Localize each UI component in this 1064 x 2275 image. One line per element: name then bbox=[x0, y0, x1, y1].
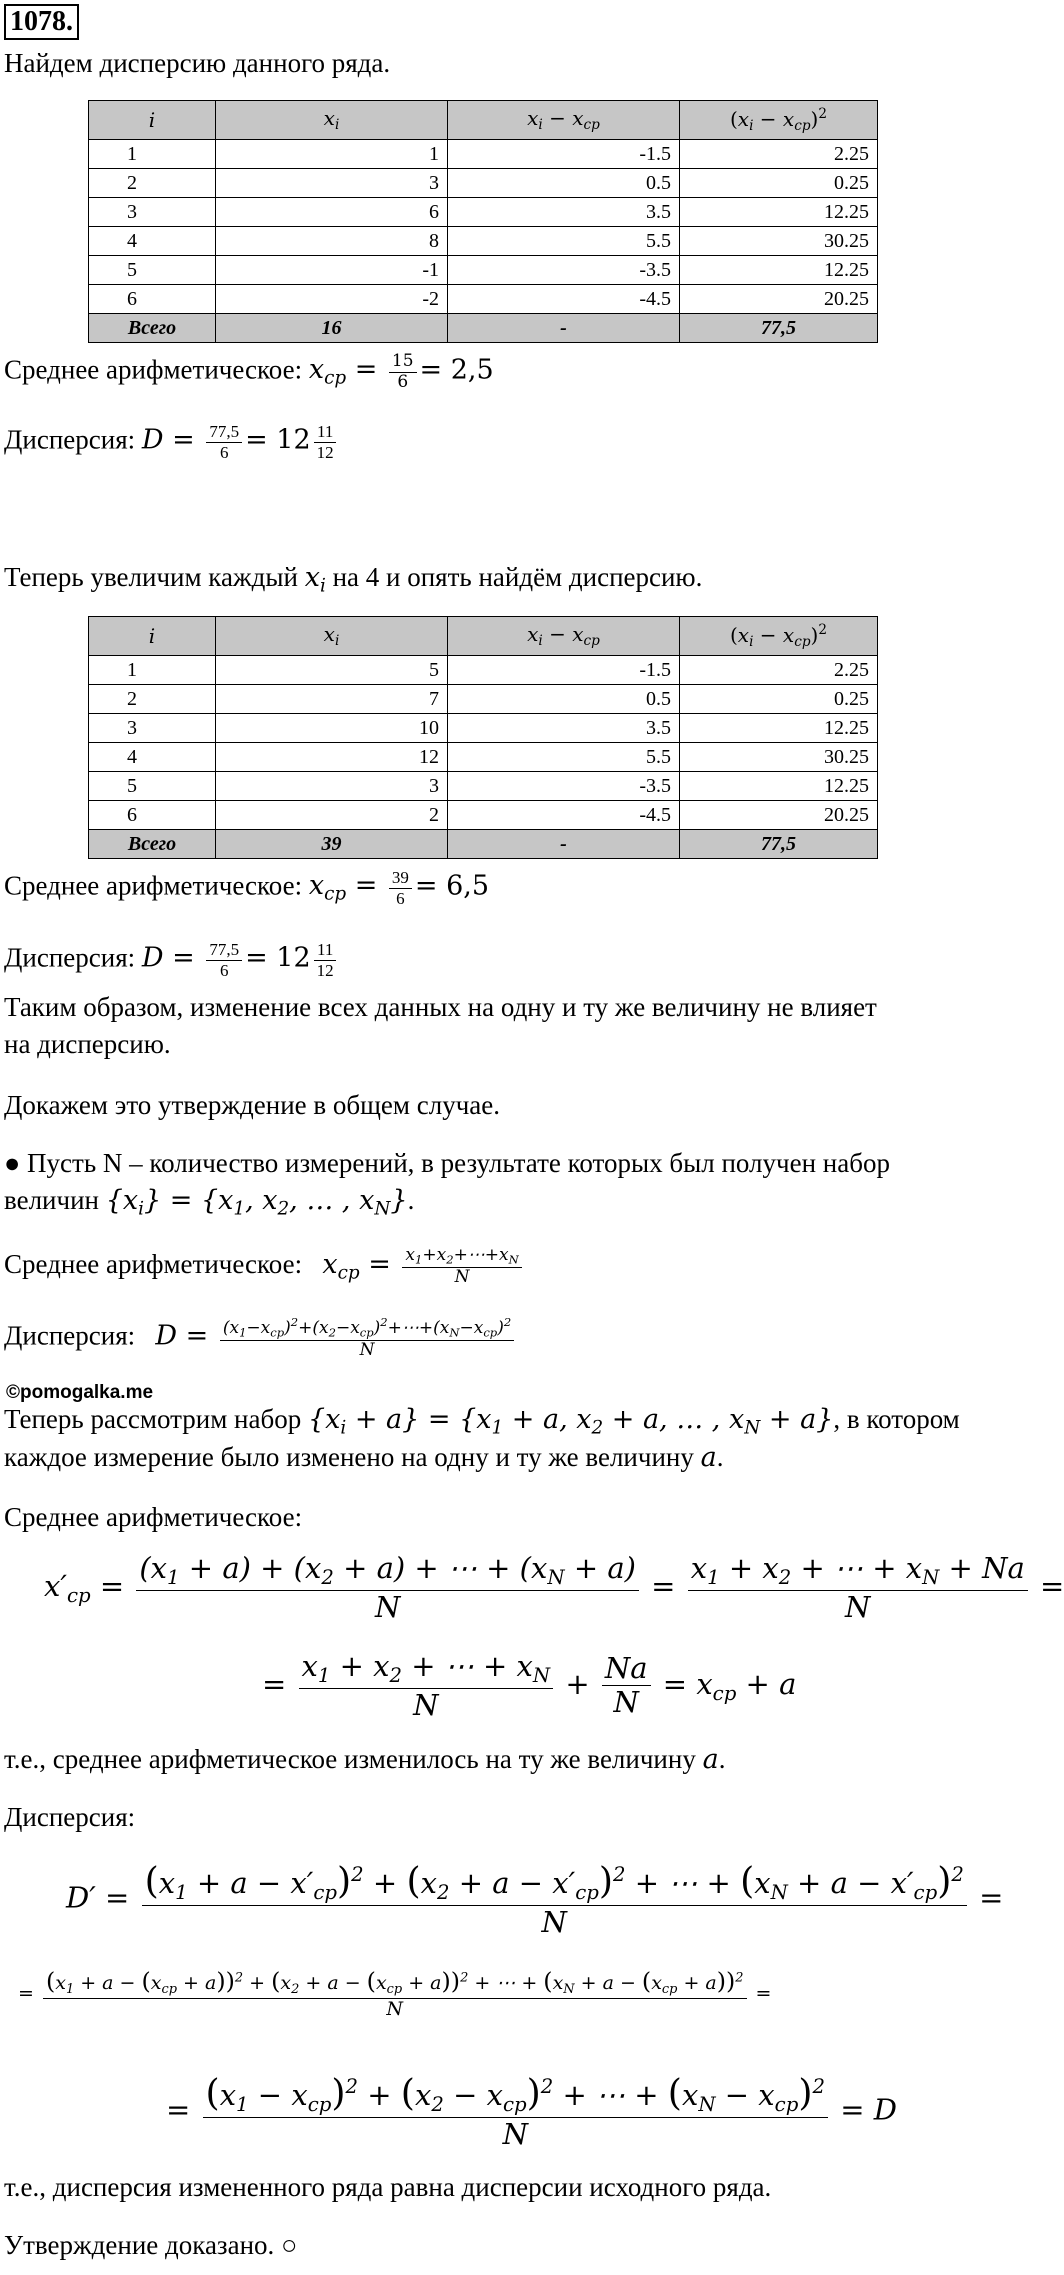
header-sq-deviation: $(x_i - x_{cp})^2$ bbox=[680, 101, 878, 140]
problem-number: 1078. bbox=[4, 4, 79, 40]
let-line-2: величин $\{x_i\} = \{x_1$, $x_2$, … , $x_N$}. bbox=[4, 1185, 415, 1220]
table-row: 2 3 0.5 0.25 bbox=[89, 169, 878, 198]
prove-text: Докажем это утверждение в общем случае. bbox=[4, 1090, 500, 1120]
table-row: 1 1 -1.5 2.25 bbox=[89, 140, 878, 169]
disp-new-eq-3: = $\frac{(x_1 - x_{cp})^2 + (x_2 - x_{cp})^2 + \cdots + (x_N - x_{cp})^2}{N}$ = D bbox=[166, 2071, 898, 2151]
table-2 bbox=[88, 616, 878, 859]
final-text: Утверждение доказано. ○ bbox=[4, 2230, 298, 2260]
mean-general: Среднее арифметическое: $x_{cp}$ = $\frac{x_1+x_2+\cdots+x_N}{N}$ bbox=[4, 1246, 525, 1290]
let-line-1: ● Пусть N – количество измерений, в результате которых был получен набор bbox=[4, 1148, 890, 1178]
mean-new-eq-2: = $\frac{x_1 + x_2 + \cdots + x_N}{N}$ + $\frac{Na}{N}$ = $x_{cp} + a$ bbox=[262, 1649, 797, 1722]
header-i: i bbox=[89, 101, 216, 140]
ie-mean-text: т.е., среднее арифметическое изменилось на ту же величину a. bbox=[4, 1744, 726, 1775]
table-row: 6 -2 -4.5 20.25 bbox=[89, 285, 878, 314]
disp-new-label: Дисперсия: bbox=[4, 1802, 136, 1832]
table-header-row: i $x_i$ $x_i - x_{cp}$ $(x_i - x_{cp})^2$ bbox=[89, 617, 878, 656]
mean-new-label: Среднее арифметическое: bbox=[4, 1502, 303, 1532]
intro-text: Найдем дисперсию данного ряда. bbox=[4, 48, 391, 78]
table-row: 5 3 -3.5 12.25 bbox=[89, 772, 878, 801]
mean-new-eq-1: $x'_{cp}$ = $\frac{(x_1 + a) + (x_2 + a) + \cdots + (x_N + a)}{N}$ = $\frac{x_1 + x_2 + \cdots + x_N + Na}{N}$ = bbox=[44, 1551, 1064, 1624]
mean-1: Среднее арифметическое: $x_{cp}$ = $\frac{15}{6}$ = 2,5 bbox=[4, 351, 494, 392]
table-total-row: Всего 16 - 77,5 bbox=[89, 314, 878, 343]
table-header-row bbox=[89, 101, 878, 140]
table-row: 4 12 5.5 30.25 bbox=[89, 743, 878, 772]
table-total-row: Всего 39 - 77,5 bbox=[89, 830, 878, 859]
table-1 bbox=[88, 100, 878, 343]
conclusion-line-1: Таким образом, изменение всех данных на одну и ту же величину не влияет bbox=[4, 992, 877, 1022]
table-row: 2 7 0.5 0.25 bbox=[89, 685, 878, 714]
conclusion-line-2: на дисперсию. bbox=[4, 1029, 171, 1059]
disp-new-eq-1: D′ = $\frac{(x_1 + a - x'_{cp})^2 + (x_2 + a - x'_{cp})^2 + \cdots + (x_N + a - x'_{cp})^2}{N}$ = bbox=[66, 1859, 1004, 1939]
table-row: 3 6 3.5 12.25 bbox=[89, 198, 878, 227]
ie-disp-text: т.е., дисперсия измененного ряда равна дисперсии исходного ряда. bbox=[4, 2172, 772, 2202]
mean-2: Среднее арифметическое: $x_{cp}$ = $\frac{39}{6}$ = 6,5 bbox=[4, 868, 490, 908]
consider-line-2: каждое измерение было изменено на одну и ту же величину a. bbox=[4, 1442, 724, 1473]
consider-line-1: Теперь рассмотрим набор $\{x_i + a\} = \{x_1 + a$, $x_2 + a$, … , $x_N + a$}, в котором bbox=[4, 1404, 960, 1439]
dispersion-general: Дисперсия: D = $\frac{(x_1-x_{cp})^2+(x_2-x_{cp})^2+\cdots+(x_N-x_{cp})^2}{N}$ bbox=[4, 1316, 517, 1360]
table-row: 6 2 -4.5 20.25 bbox=[89, 801, 878, 830]
step2-text: Теперь увеличим каждый $x_i$ на 4 и опять найдём дисперсию. bbox=[4, 562, 703, 597]
dispersion-2: Дисперсия: D = $\frac{77,5}{6}$ = 12 $\frac{11}{12}$ bbox=[4, 940, 340, 980]
header-xi: $x_i$ bbox=[216, 101, 448, 140]
table-row: 1 5 -1.5 2.25 bbox=[89, 656, 878, 685]
dispersion-1: Дисперсия: D = $\frac{77,5}{6}$ = 12 $\frac{11}{12}$ bbox=[4, 422, 340, 462]
watermark: ©pomogalka.me bbox=[6, 1382, 154, 1403]
header-deviation: $x_i - x_{cp}$ bbox=[448, 101, 680, 140]
disp-new-eq-2: = $(x_1 + a - (x_{cp} + a))^2 + (x_2 + a - (x_{cp} + a))^2$ + ⋯ + $(x_N + a - (x_{cp} + a))^2$ N = bbox=[18, 1967, 772, 2020]
table-row: 5 -1 -3.5 12.25 bbox=[89, 256, 878, 285]
table-row: 4 8 5.5 30.25 bbox=[89, 227, 878, 256]
table-row: 3 10 3.5 12.25 bbox=[89, 714, 878, 743]
